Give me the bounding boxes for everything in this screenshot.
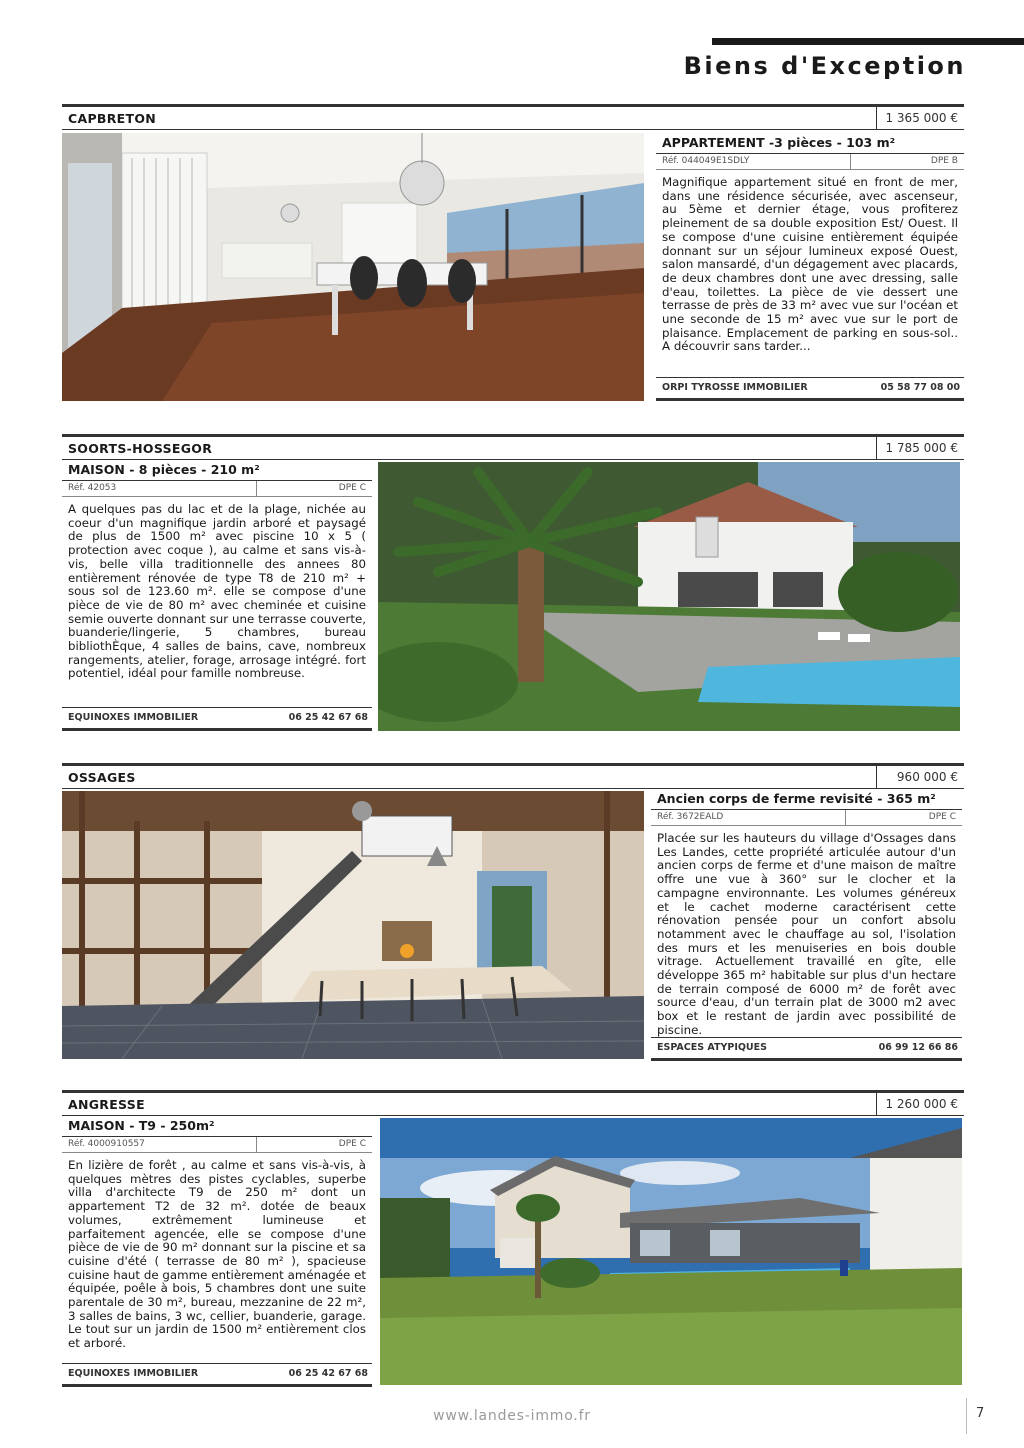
listing-city: ANGRESSE [68,1097,145,1112]
dpe-rating: DPE C [928,812,956,822]
property-type: MAISON - 8 pièces - 210 m² [62,460,372,481]
agency-contact [62,707,372,731]
property-description: A quelques pas du lac et de la plage, nichée au coeur d'un magnifique jardin arboré et paysagé de plus de 1500 m² avec piscine 10 x 5 ( protection avec coque ), au calme et sans vis-à-vis, belle villa traditionnelle des annees 80 entièrement rénovée de type T8 de 210 m² + sous sol de 123.60 m². elle se compose d'une pièce de vie de 80 m² avec cheminée et cuisine semie ouverte donnant sur une terrasse couverte, buanderie/lingerie, 5 chambres, bureau bibliothÈque, 4 salles de bains, cave, nombreux rangements, atelier, forage, arrosage intégré. fort potentiel, idéal pour famille nombreuse. [68,502,366,681]
listing-photo [378,462,960,731]
listing-info [651,789,962,1061]
agency-name: ORPI TYROSSE IMMOBILIER [662,382,808,393]
reference-number: Réf. 4000910557 [68,1139,145,1149]
agency-phone[interactable]: 06 25 42 67 68 [288,1368,368,1379]
listing-photo [62,791,644,1059]
listing-capbreton [62,104,964,402]
dpe-rating: DPE C [338,483,366,493]
agency-contact [651,1037,962,1061]
reference-row [656,154,964,170]
agency-phone[interactable]: 05 58 77 08 00 [880,382,960,393]
listing-city: CAPBRETON [68,111,157,126]
agency-name: EQUINOXES IMMOBILIER [68,1368,199,1379]
listing-title-bar [62,104,964,130]
agency-phone[interactable]: 06 25 42 67 68 [288,712,368,723]
listing-title-bar [62,763,964,789]
agency-phone[interactable]: 06 99 12 66 86 [878,1042,958,1053]
page-number: 7 [976,1406,985,1421]
listing-city: SOORTS-HOSSEGOR [68,441,213,456]
listing-ossages [62,763,964,1061]
ref-divider [845,810,846,825]
reference-number: Réf. 42053 [68,483,117,493]
property-type: Ancien corps de ferme revisité - 365 m² [651,789,962,810]
listing-price: 960 000 € [876,766,964,788]
dpe-rating: DPE C [338,1139,366,1149]
reference-row [651,810,962,826]
property-type: MAISON - T9 - 250m² [62,1116,372,1137]
agency-contact [656,377,964,401]
listing-info [62,460,372,731]
ref-divider [850,154,851,169]
listing-angresse [62,1090,964,1388]
ref-divider [256,481,257,496]
property-description: Placée sur les hauteurs du village d'Ossages dans Les Landes, cette propriété articulée autour d'un ancien corps de ferme et d'une maison de maître offre une vue à 360° sur le clocher et la campagne environnante. Les volumes généreux et le cachet moderne caractérisent cette rénovation pensée pour un confort absolu notamment avec le chauffage au sol, l'isolation des murs et les menuiseries en bois double vitrage. Actuellement travaillé en gîte, elle développe 365 m² habitable sur plus d'un hectare de terrain composé de 6000 m² de forêt avec source d'eau, d'un terrain plat de 3000 m2 avec box et le restant de jardin avec possibilité de piscine. [657,831,956,1037]
dpe-rating: DPE B [930,156,958,166]
listing-photo [380,1118,962,1385]
reference-row [62,481,372,497]
property-type: APPARTEMENT -3 pièces - 103 m² [656,133,964,154]
reference-number: Réf. 044049E1SDLY [662,156,750,166]
header-bar [712,38,1024,45]
listing-price: 1 260 000 € [876,1093,964,1115]
page-title: Biens d'Exception [683,52,966,80]
agency-name: EQUINOXES IMMOBILIER [68,712,199,723]
listing-title-bar [62,1090,964,1116]
agency-contact [62,1363,372,1387]
agency-name: ESPACES ATYPIQUES [657,1042,767,1053]
footer-website-url[interactable]: www.landes-immo.fr [433,1408,591,1424]
reference-number: Réf. 3672EALD [657,812,724,822]
listing-info [656,133,964,402]
ref-divider [256,1137,257,1152]
listing-price: 1 365 000 € [876,107,964,129]
property-description: En lizière de forêt , au calme et sans vis-à-vis, à quelques mètres des pistes cyclables, superbe villa d'architecte T9 de 250 m² dont un appartement T2 de 32 m². dotée de beaux volumes, extrêmement lumineuse et parfaitement agencée, elle se compose d'une pièce de vie de 90 m² donnant sur la piscine et sa cuisine d'été ( terrasse de 80 m² ), spacieuse cuisine haut de gamme entièrement aménagée et équipée, poêle à bois, 5 chambres dont une suite parentale de 30 m², bureau, mezzanine de 22 m², 3 salles de bains, 3 wc, cellier, buanderie, garage. Le tout sur un jardin de 1500 m² entièrement clos et arboré. [68,1158,366,1351]
listing-soorts-hossegor [62,434,964,732]
listing-price: 1 785 000 € [876,437,964,459]
reference-row [62,1137,372,1153]
listing-city: OSSAGES [68,770,136,785]
listing-photo [62,133,644,401]
listing-title-bar [62,434,964,460]
property-description: Magnifique appartement situé en front de mer, dans une résidence sécurisée, avec ascenseur, au 5ème et dernier étage, vous profiterez pleinement de sa double exposition Est/ Ouest. Il se compose d'une cuisine entièrement équipée donnant sur un séjour lumineux exposé Ouest, salon mansardé, d'un dégagement avec placards, de deux chambres dont une avec dressing, salle d'eau, toilettes. La pièce de vie dessert une terrasse de près de 33 m² avec vue sur l'océan et une seconde de 15 m² avec vue sur le port de plaisance. Emplacement de parking en sous-sol.. A découvrir sans tarder... [662,175,958,354]
listing-info [62,1116,372,1387]
